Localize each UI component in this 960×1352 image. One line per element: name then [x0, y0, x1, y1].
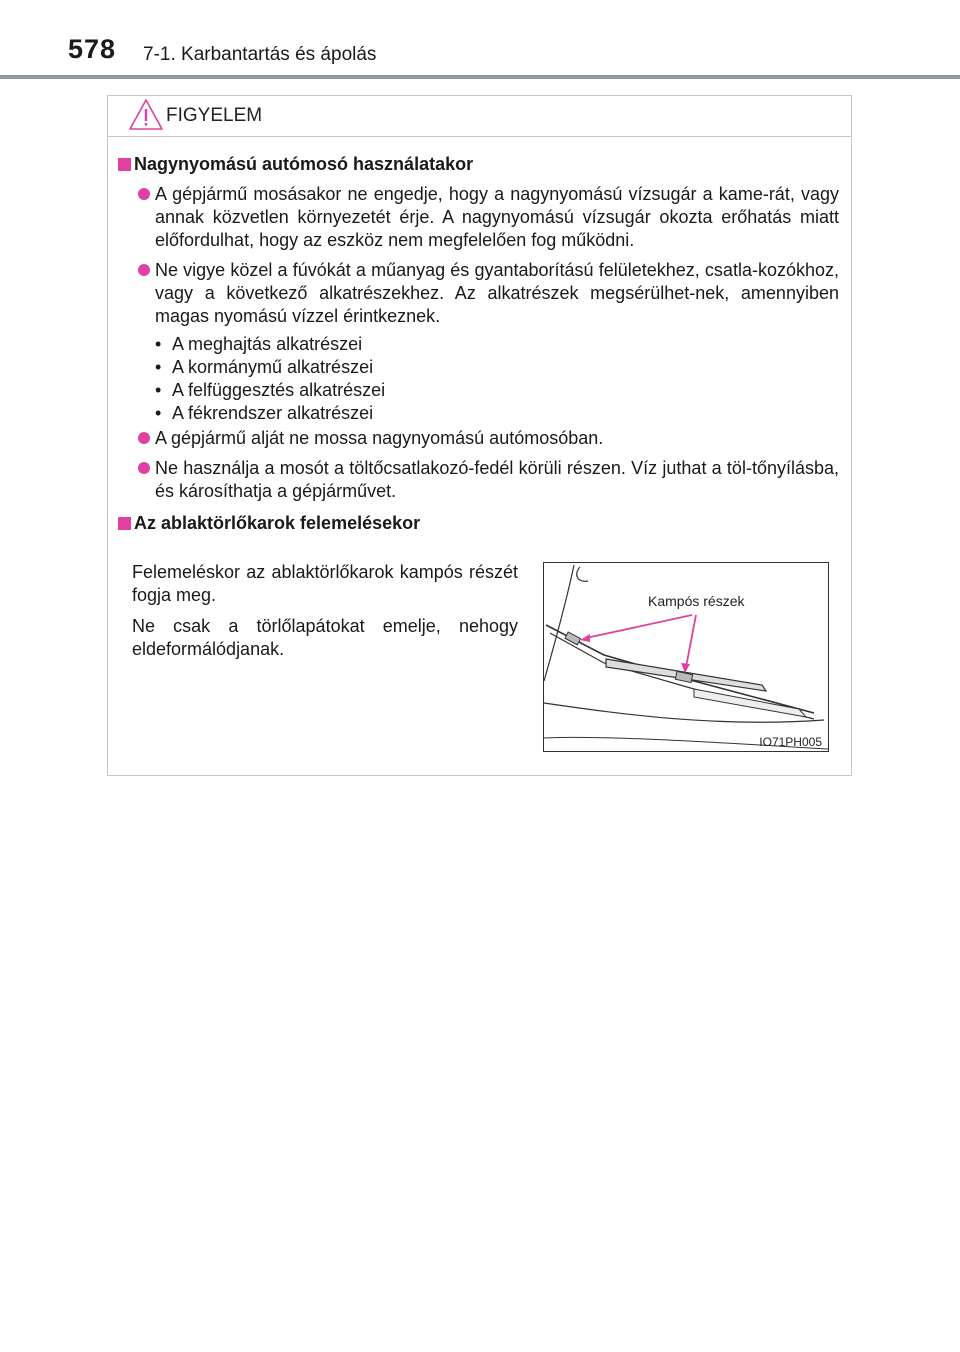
list-item: Ne használja a mosót a töltőcsatlakozó-fedél körüli részen. Víz juthat a töl-tőnyílásba, és károsíthatja a gépjárművet. [108, 457, 851, 503]
square-bullet-icon [118, 517, 131, 530]
paragraph: Felemeléskor az ablaktörlőkarok kampós részét fogja meg. [132, 562, 518, 605]
figure-code: IO71PH005 [759, 735, 822, 749]
section-heading-pressure-washer: Nagynyomású autómosó használatakor [108, 153, 851, 176]
paragraph: Ne csak a törlőlapátokat emelje, nehogy eldeformálódjanak. [132, 616, 518, 659]
figure-callout-label: Kampós részek [648, 593, 745, 609]
sub-list-item: • A kormánymű alkatrészei [155, 357, 374, 377]
warning-content [108, 137, 851, 542]
section-title: 7-1. Karbantartás és ápolás [143, 44, 377, 65]
sub-list [108, 333, 851, 425]
page-number: 578 [68, 34, 117, 64]
square-bullet-icon [118, 158, 131, 171]
wiper-illustration [544, 563, 828, 751]
round-bullet-icon [138, 188, 150, 200]
section-heading-wiper-arms: Az ablaktörlőkarok felemelésekor [108, 512, 851, 535]
warning-label: FIGYELEM [166, 105, 263, 126]
round-bullet-icon [138, 432, 150, 444]
warning-box [107, 95, 852, 776]
round-bullet-icon [138, 462, 150, 474]
list-item: A gépjármű mosásakor ne engedje, hogy a nagynyomású vízsugár a kame-rát, vagy annak közvetlen környezetét érje. A nagynyomású vízsugár okozta erőhatás miatt előfordulhat, hogy az eszköz nem megfelelően fog működni. [108, 183, 851, 252]
warning-header [108, 96, 851, 137]
wiper-figure [543, 562, 829, 752]
warning-triangle-icon [128, 98, 164, 137]
sub-list-item: • A felfüggesztés alkatrészei [155, 380, 386, 400]
list-item: A gépjármű alját ne mossa nagynyomású autómosóban. [108, 427, 851, 450]
sub-list-item: • A fékrendszer alkatrészei [155, 403, 374, 423]
wiper-instructions [132, 561, 518, 669]
list-item: Ne vigye közel a fúvókát a műanyag és gyantaborítású felületekhez, csatla-kozókhoz, vagy a következő alkatrészekhez. Az alkatrészek megsérülhet-nek, amennyiben magas nyomású vízzel érintkeznek. [108, 259, 851, 328]
sub-list-item: • A meghajtás alkatrészei [155, 334, 363, 354]
header-rule [0, 75, 960, 79]
round-bullet-icon [138, 264, 150, 276]
